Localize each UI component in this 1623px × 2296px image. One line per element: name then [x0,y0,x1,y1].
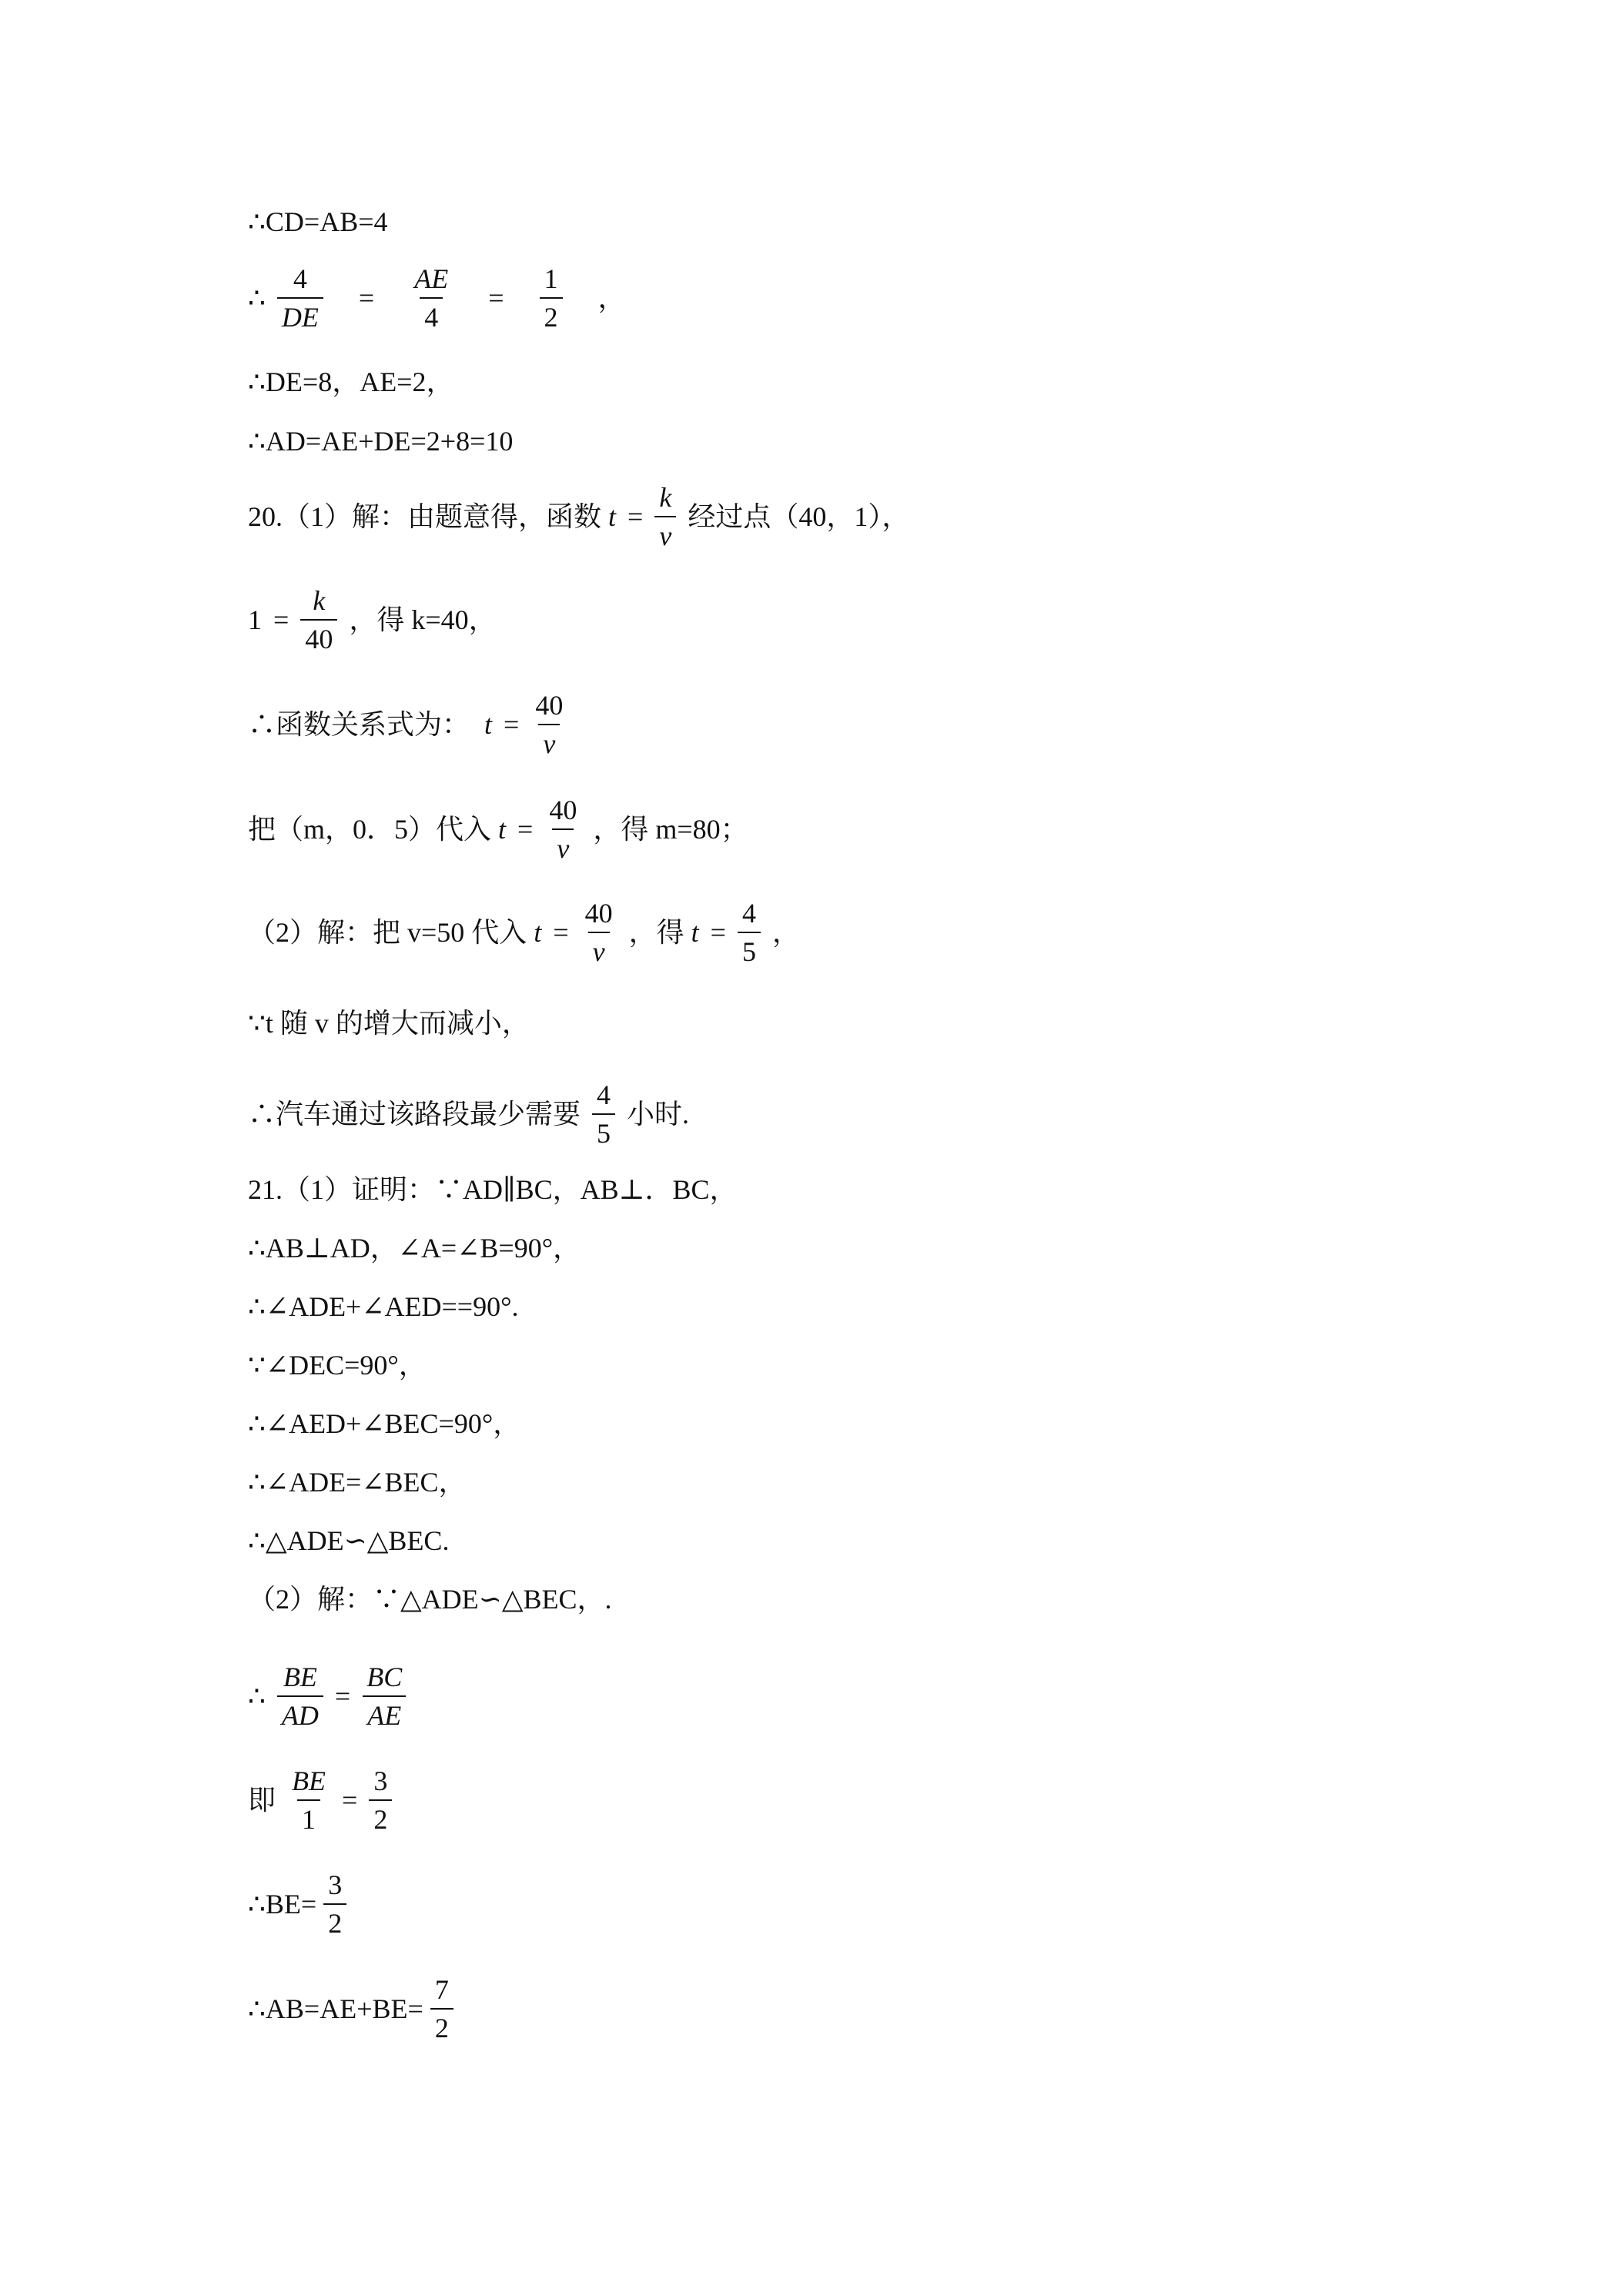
solution-line [248,1171,738,1205]
equals-sign: = [342,1785,358,1816]
solution-line [248,423,513,457]
solution-line [248,1976,458,2042]
denominator: 2 [323,1903,346,1937]
solution-line [248,1347,427,1381]
numerator: BE [283,1662,317,1692]
line-prefix: 即 [248,1785,276,1816]
equals-sign: = [488,283,504,313]
fraction [287,1767,330,1833]
line-prefix: ∴ [248,1681,266,1712]
line-prefix: 20.（1）解：由题意得，函数 [248,501,602,532]
fraction [410,265,453,331]
solution-line [248,1767,397,1833]
solution-line [248,265,626,331]
solution-line [248,691,572,758]
denominator: v [538,724,560,758]
variable: t [484,709,493,740]
numerator: AE [414,263,449,294]
numerator: BE [292,1766,326,1796]
variable: t [498,814,507,845]
line-text: ∴DE=8，AE=2， [248,366,454,397]
denominator: 5 [738,932,761,966]
solution-line [248,587,497,653]
equals-sign: = [504,709,520,740]
denominator: 1 [297,1799,320,1833]
denominator: 40 [300,619,337,653]
line-prefix: ∴AB=AE+BE= [248,1993,423,2024]
solution-line [248,1464,467,1498]
solution-line [248,1288,519,1322]
denominator: 2 [540,297,563,331]
solution-line [248,203,388,237]
solution-line [248,1871,351,1937]
numerator: k [313,585,326,616]
denominator: v [552,828,574,862]
line-prefix: ∴BE= [248,1889,317,1919]
line-text: （2）解：∵△ADE∽△BEC，. [248,1583,612,1615]
denominator: AE [363,1695,406,1729]
line-mid: ，得 [628,917,684,948]
fraction [430,1976,453,2042]
equals-sign: = [273,604,289,635]
denominator: 2 [430,2008,453,2042]
line-prefix: 1 [248,604,262,635]
numerator: 4 [293,263,307,294]
fraction [530,691,567,758]
denominator: 5 [592,1113,615,1147]
equals-sign: = [553,917,569,948]
line-suffix: 小时. [627,1099,690,1130]
equals-sign: = [334,1681,351,1712]
line-text: ∴△ADE∽△BEC. [248,1525,450,1556]
line-text: ∴AD=AE+DE=2+8=10 [248,425,514,457]
line-text: ∴∠ADE=∠BEC， [248,1466,467,1498]
equals-sign: = [358,283,375,313]
solution-line [248,1581,612,1615]
solution-line [248,1663,411,1729]
solution-line [248,1522,449,1556]
line-suffix: ， [597,283,626,313]
fraction [277,1663,323,1729]
line-suffix: 经过点（40，1）， [688,501,910,532]
line-text: ∵∠DEC=90°， [248,1349,427,1381]
fraction [369,1767,392,1833]
numerator: 4 [597,1079,611,1110]
fraction [323,1871,346,1937]
denominator: DE [277,297,323,331]
numerator: 3 [328,1869,343,1900]
line-text: 21.（1）证明：∵AD∥BC，AB⊥．BC， [248,1173,738,1205]
fraction [654,484,676,550]
line-suffix: ，得 m=80； [593,814,748,845]
fraction [581,899,617,966]
denominator: v [654,516,676,550]
variable: t [691,917,699,948]
line-prefix: （2）解：把 v=50 代入 [248,917,527,948]
equals-sign: = [517,814,534,845]
equals-sign: = [710,917,726,948]
numerator: 7 [434,1974,449,2005]
numerator: k [659,482,672,513]
solution-line [248,484,909,550]
line-prefix: ∴汽车通过该路段最少需要 [248,1099,581,1130]
numerator: BC [366,1662,403,1692]
variable: t [534,917,542,948]
line-text: ∴CD=AB=4 [248,206,388,237]
numerator: 4 [741,898,756,929]
line-prefix: 把（m，0．5）代入 [248,814,492,845]
denominator: AD [277,1695,323,1729]
solution-line [248,363,454,397]
solution-line [248,899,800,966]
denominator: v [588,932,610,966]
solution-line [248,1230,581,1263]
fraction [540,265,563,331]
solution-line [248,796,748,862]
numerator: 40 [535,690,564,721]
line-suffix: ，得 k=40， [349,604,497,635]
line-prefix: ∴函数关系式为： [248,709,470,740]
denominator: 2 [369,1799,392,1833]
variable: t [608,501,617,532]
solution-line [248,1405,520,1439]
line-text: ∴AB⊥AD，∠A=∠B=90°， [248,1232,581,1263]
numerator: 40 [549,795,577,825]
line-suffix: ， [771,917,800,948]
fraction [300,587,337,653]
solution-line [248,1081,689,1147]
fraction [592,1081,615,1147]
fraction [738,899,761,966]
numerator: 40 [584,898,613,929]
solution-line [248,1005,530,1039]
fraction [277,265,323,331]
line-prefix: ∴ [248,283,266,313]
numerator: 1 [544,263,558,294]
fraction [544,796,581,862]
denominator: 4 [420,297,443,331]
line-text: ∴∠AED+∠BEC=90°， [248,1407,521,1439]
numerator: 3 [373,1766,388,1796]
fraction [362,1663,407,1729]
line-text: ∴∠ADE+∠AED==90°. [248,1290,519,1322]
line-text: ∵t 随 v 的增大而减小， [248,1007,530,1039]
equals-sign: = [627,501,644,532]
